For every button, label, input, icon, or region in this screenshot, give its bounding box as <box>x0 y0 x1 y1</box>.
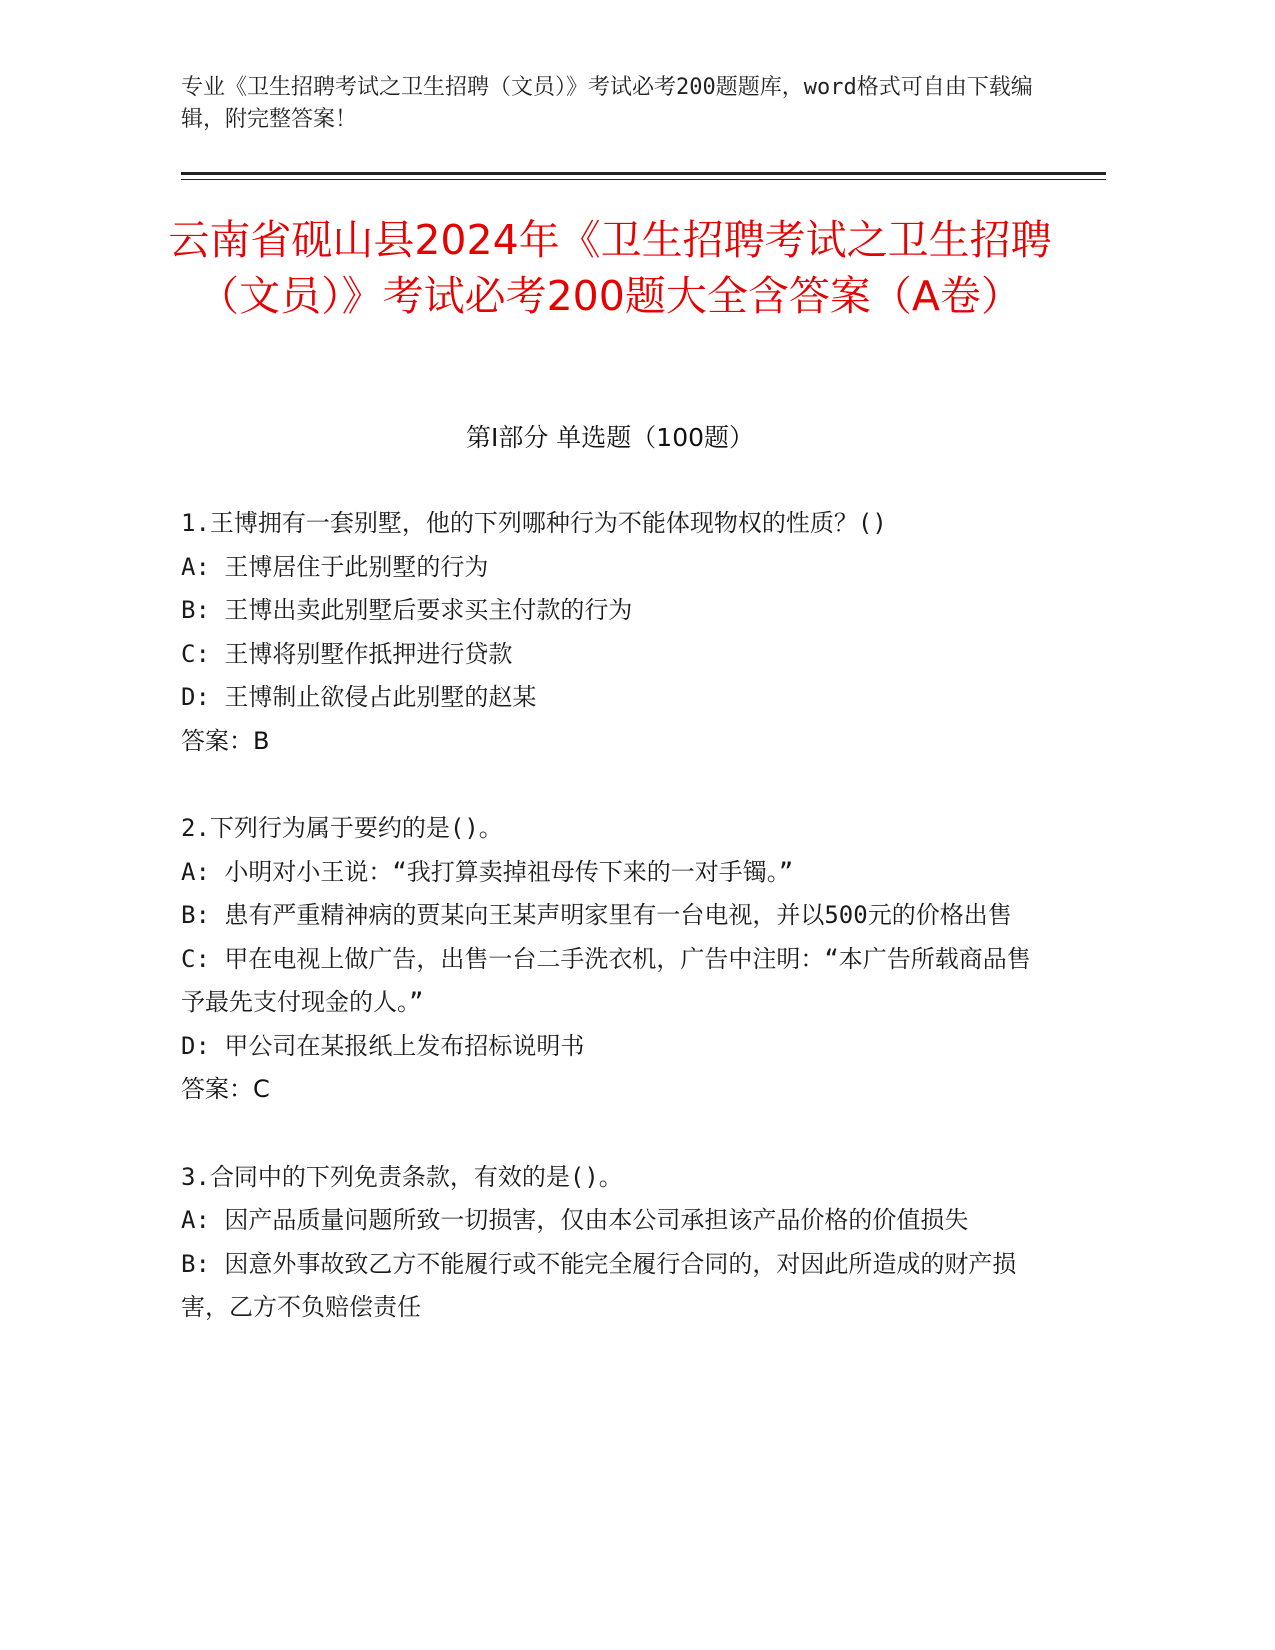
option-c: C: 甲在电视上做广告，出售一台二手洗衣机，广告中注明：“本广告所载商品售予最先支付现金的人。” <box>181 944 1031 1016</box>
document-title: 云南省砚山县2024年《卫生招聘考试之卫生招聘（文员）》考试必考200题大全含答案（A卷） <box>168 216 1052 320</box>
option-c: C: 王博将别墅作抵押进行贷款 <box>181 639 513 668</box>
option-a: A: 王博居住于此别墅的行为 <box>181 552 489 581</box>
option-d: D: 王博制止欲侵占此别墅的赵某 <box>181 683 537 711</box>
question-2 <box>181 807 1041 1112</box>
section-title: 第I部分 单选题（100题） <box>465 423 755 452</box>
question-1 <box>181 502 1041 763</box>
option-a: A: 小明对小王说：“我打算卖掉祖母传下来的一对手镯。” <box>181 857 794 886</box>
question-3 <box>181 1156 1041 1330</box>
option-b: B: 王博出卖此别墅后要求买主付款的行为 <box>181 596 633 624</box>
question-stem: 2.下列行为属于要约的是()。 <box>181 814 503 842</box>
question-stem: 3.合同中的下列免责条款，有效的是()。 <box>181 1162 623 1191</box>
option-b: B: 患有严重精神病的贾某向王某声明家里有一台电视，并以500元的价格出售 <box>181 901 1012 929</box>
question-list <box>181 502 1041 1374</box>
header-note: 专业《卫生招聘考试之卫生招聘（文员）》考试必考200题题库，word格式可自由下载编辑，附完整答案！ <box>181 75 1033 132</box>
question-stem: 1.王博拥有一套别墅，他的下列哪种行为不能体现物权的性质？() <box>181 509 887 537</box>
answer: 答案：B <box>181 726 270 755</box>
header-rule-thin <box>181 179 1106 180</box>
option-a: A: 因产品质量问题所致一切损害，仅由本公司承担该产品价格的价值损失 <box>181 1206 969 1234</box>
option-b: B: 因意外事故致乙方不能履行或不能完全履行合同的，对因此所造成的财产损害，乙方不负赔偿责任 <box>181 1249 1017 1321</box>
answer: 答案：C <box>181 1075 270 1103</box>
header-rule-thick <box>181 172 1106 175</box>
option-d: D: 甲公司在某报纸上发布招标说明书 <box>181 1031 585 1060</box>
